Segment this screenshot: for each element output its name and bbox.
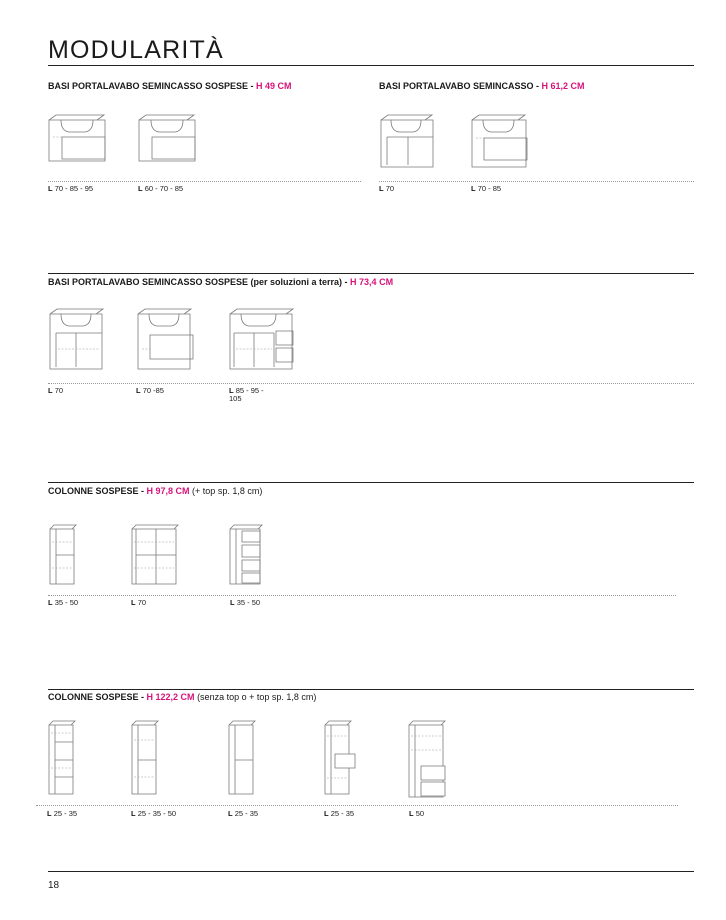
base-unit-drawing <box>228 307 298 371</box>
width-label: L 70 - 85 - 95 <box>48 184 94 193</box>
section-title-colonne-122: COLONNE SOSPESE - H 122,2 CM (senza top o + top sp. 1,8 cm) <box>48 692 317 702</box>
width-label: L 70 -85 <box>136 386 164 395</box>
base-unit-drawing <box>470 113 530 169</box>
title-rule <box>48 65 694 66</box>
width-label: L 70 - 85 <box>471 184 502 193</box>
base-unit-drawing <box>379 113 435 169</box>
column-unit-drawing <box>323 720 357 796</box>
section-title-basi-61: BASI PORTALAVABO SEMINCASSO - H 61,2 CM <box>379 81 585 91</box>
width-label: L 25 - 35 <box>47 809 78 818</box>
height-badge: H 49 CM <box>256 81 292 91</box>
column-unit-drawing <box>130 720 160 796</box>
column-unit-drawing <box>407 720 449 800</box>
section-rule <box>48 482 694 483</box>
footer-rule <box>48 871 694 872</box>
page-title: MODULARITÀ <box>48 36 224 64</box>
dotted-separator <box>379 181 694 182</box>
column-unit-drawing <box>228 524 264 586</box>
base-unit-drawing <box>48 307 106 371</box>
width-label: L 35 - 50 <box>48 598 79 607</box>
column-unit-drawing <box>47 720 77 796</box>
page-number: 18 <box>48 880 60 891</box>
width-label: L 70 <box>379 184 395 193</box>
width-label: L 25 - 35 <box>228 809 259 818</box>
width-label: L 35 - 50 <box>230 598 261 607</box>
width-label: L 85 - 95 - 105 <box>229 386 264 403</box>
dotted-separator <box>48 383 694 384</box>
height-badge: H 73,4 CM <box>350 277 394 287</box>
base-unit-drawing <box>47 113 107 163</box>
width-label: L 60 - 70 - 85 <box>138 184 184 193</box>
base-unit-drawing <box>137 113 197 163</box>
section-title-basi-sospese-49: BASI PORTALAVABO SEMINCASSO SOSPESE - H 49 CM <box>48 81 292 91</box>
dotted-separator <box>36 805 678 806</box>
width-label: L 70 <box>48 386 64 395</box>
dotted-separator <box>48 595 676 596</box>
section-rule <box>48 689 694 690</box>
column-unit-drawing <box>48 524 78 586</box>
column-unit-drawing <box>130 524 180 586</box>
height-badge: H 97,8 CM <box>146 486 190 496</box>
section-rule <box>48 273 694 274</box>
column-unit-drawing <box>227 720 257 796</box>
base-unit-drawing <box>136 307 196 371</box>
section-title-colonne-97: COLONNE SOSPESE - H 97,8 CM (+ top sp. 1,8 cm) <box>48 486 263 496</box>
width-label: L 50 <box>409 809 425 818</box>
dotted-separator <box>48 181 361 182</box>
width-label: L 25 - 35 - 50 <box>131 809 177 818</box>
height-badge: H 61,2 CM <box>541 81 585 91</box>
width-label: L 25 - 35 <box>324 809 355 818</box>
section-title-basi-sospese-73: BASI PORTALAVABO SEMINCASSO SOSPESE (per soluzioni a terra) - H 73,4 CM <box>48 277 394 287</box>
height-badge: H 122,2 CM <box>146 692 195 702</box>
width-label: L 70 <box>131 598 147 607</box>
